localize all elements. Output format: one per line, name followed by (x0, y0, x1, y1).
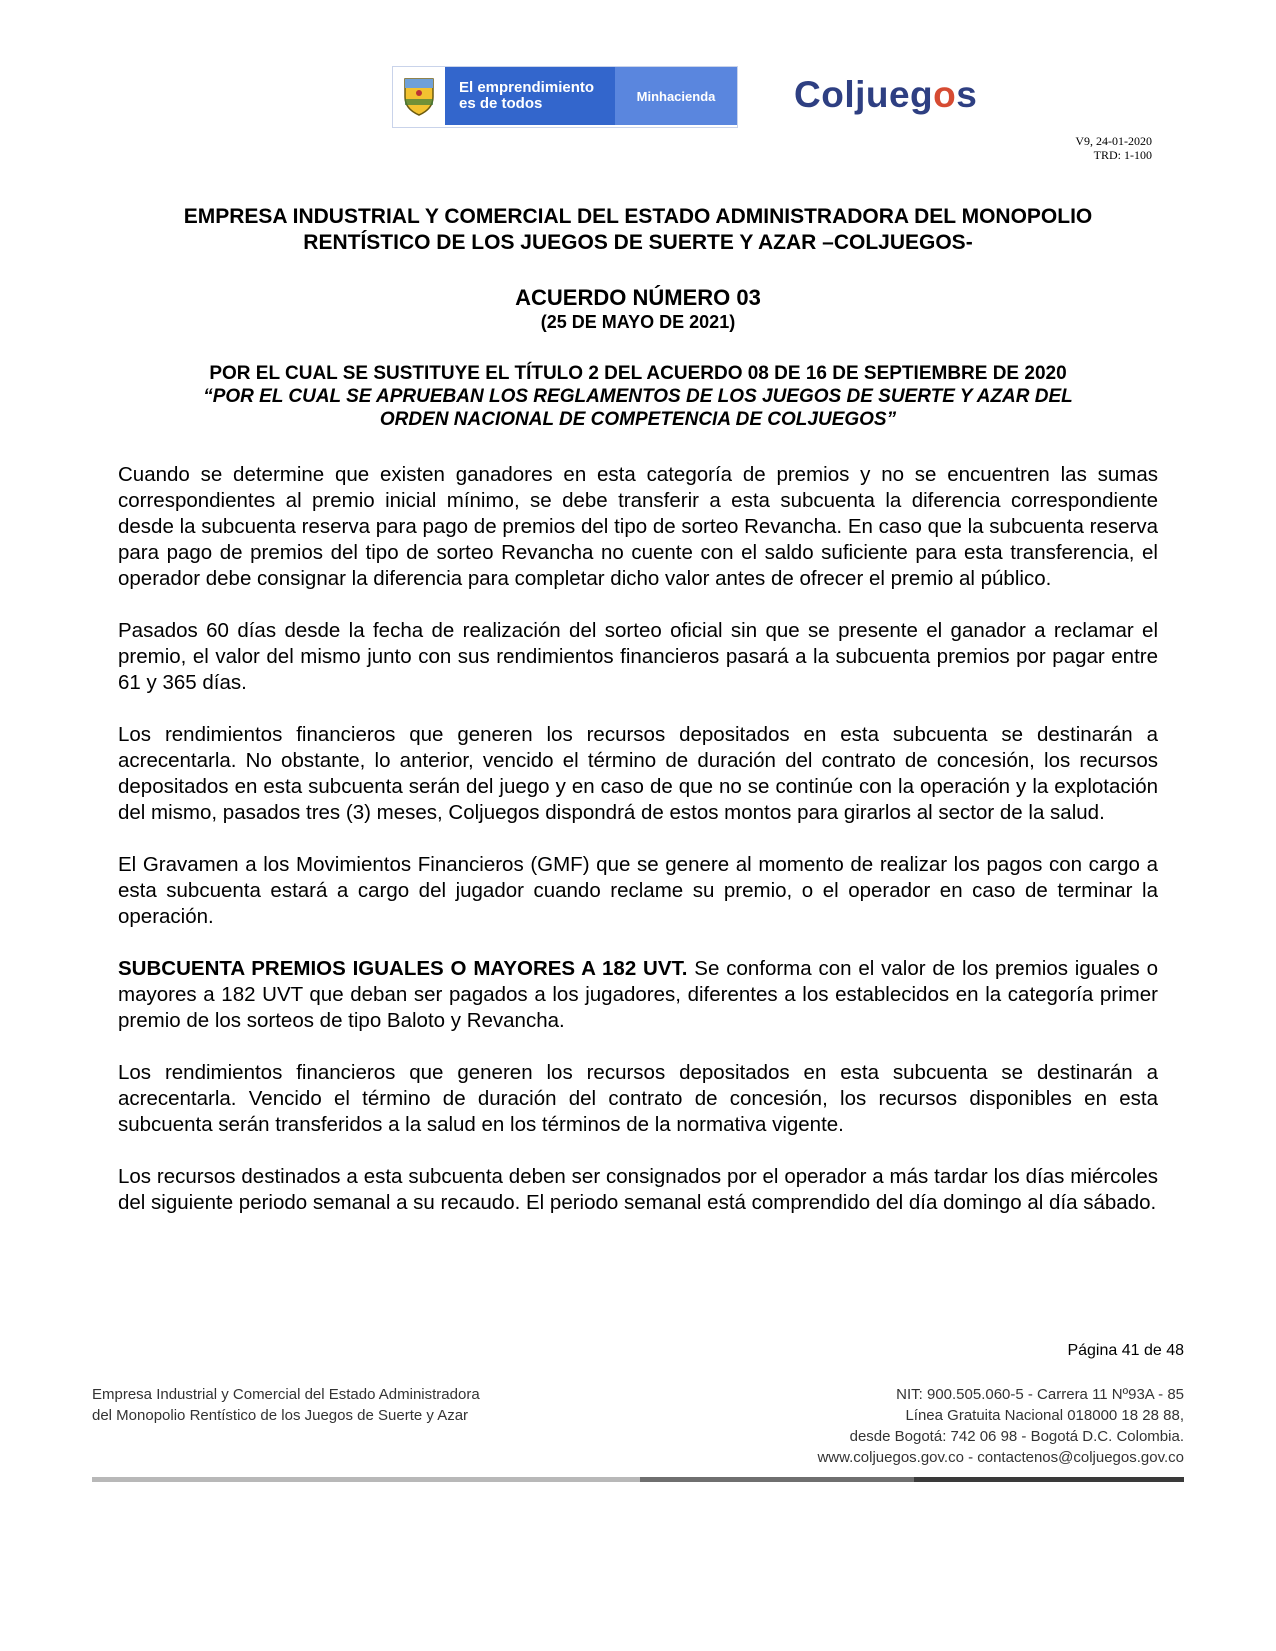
paragraph: El Gravamen a los Movimientos Financieros (GMF) que se genere al momento de realizar los pagos con cargo a esta subcuenta estará a cargo del jugador cuando reclame su premio, o el operador en caso de terminar la operación. (118, 853, 1158, 928)
paragraph: Pasados 60 días desde la fecha de realización del sorteo oficial sin que se presente el ganador a reclamar el premio, el valor del mismo junto con sus rendimientos financieros pasará a la subcuenta premios por pagar entre 61 y 365 días. (118, 619, 1158, 694)
paragraph (118, 956, 1158, 1034)
paragraph: Los recursos destinados a esta subcuenta deben ser consignados por el operador a más tardar los días miércoles del siguiente periodo semanal a su recaudo. El periodo semanal está comprendido del día domingo al día sábado. (118, 1165, 1158, 1214)
gov-slogan-line1: El emprendimiento (459, 79, 595, 96)
divider-segment (914, 1477, 1184, 1482)
header-logos (392, 66, 992, 128)
coljuegos-logo-pre: Coljueg (794, 74, 934, 115)
paragraph-text: Se conforma con el valor de los premios iguales o mayores a 182 UVT que deban ser pagados a los jugadores, diferentes a los establecidos en la categoría primer premio de los sorteos de tipo Baloto y Revancha. (118, 957, 1158, 1032)
subject-line2: “POR EL CUAL SE APRUEBAN LOS REGLAMENTOS DE LOS JUEGOS DE SUERTE Y AZAR DEL (203, 386, 1073, 407)
subject-line3: ORDEN NACIONAL DE COMPETENCIA DE COLJUEGOS” (379, 409, 897, 430)
subject-line1: POR EL CUAL SE SUSTITUYE EL TÍTULO 2 DEL ACUERDO 08 DE 16 DE SEPTIEMBRE DE 2020 (209, 363, 1067, 384)
footer-entity-line1: Empresa Industrial y Comercial del Estado Administradora (92, 1386, 480, 1403)
footer-entity-line2: del Monopolio Rentístico de los Juegos de Suerte y Azar (92, 1407, 469, 1424)
acuerdo-subject (118, 362, 1158, 431)
footer-bogota: desde Bogotá: 742 06 98 - Bogotá D.C. Colombia. (849, 1428, 1184, 1445)
footer-web-email: www.coljuegos.gov.co - contactenos@coljuegos.gov.co (817, 1449, 1184, 1466)
coljuegos-logo (794, 74, 977, 116)
footer-nit: NIT: 900.505.060-5 - Carrera 11 Nº93A - 85 (896, 1386, 1184, 1403)
government-logo (392, 66, 738, 128)
paragraph: Los rendimientos financieros que generen los recursos depositados en esta subcuenta se destinarán a acrecentarla. No obstante, lo anterior, vencido el término de duración del contrato de concesión, los recursos depositados en esta subcuenta serán del juego y en caso de que no se continúe con la operación y la explotación del mismo, pasados tres (3) meses, Coljuegos dispondrá de estos montos para girarlos al sector de la salud. (118, 723, 1158, 824)
ministry-label: Minhacienda (615, 67, 737, 125)
coljuegos-logo-post: s (956, 74, 978, 115)
acuerdo-date: (25 DE MAYO DE 2021) (540, 312, 736, 332)
colombia-seal-icon (393, 67, 445, 125)
divider-segment (92, 1477, 640, 1482)
subsection-heading: SUBCUENTA PREMIOS IGUALES O MAYORES A 182 UVT. (118, 957, 688, 980)
coljuegos-logo-o: o (933, 74, 957, 115)
version-info (1075, 134, 1152, 162)
paragraph: Cuando se determine que existen ganadores en esta categoría de premios y no se encuentren las sumas correspondientes al premio inicial mínimo, se debe transferir a esta subcuenta la diferencia correspondiente desde la subcuenta reserva para pago de premios del tipo de sorteo Revancha. En caso que la subcuenta reserva para pago de premios del tipo de sorteo Revancha no cuente con el saldo suficiente para esta transferencia, el operador debe consignar la diferencia para completar dicho valor antes de ofrecer el premio al público. (118, 463, 1158, 590)
entity-title (118, 204, 1158, 256)
entity-title-line2: RENTÍSTICO DE LOS JUEGOS DE SUERTE Y AZAR –COLJUEGOS- (303, 231, 973, 254)
entity-title-line1: EMPRESA INDUSTRIAL Y COMERCIAL DEL ESTADO ADMINISTRADORA DEL MONOPOLIO (183, 205, 1093, 228)
gov-slogan-line2: es de todos (459, 95, 543, 112)
footer-contact (817, 1384, 1184, 1468)
paragraph: Los rendimientos financieros que generen los recursos depositados en esta subcuenta se destinarán a acrecentarla. Vencido el término de duración del contrato de concesión, los recursos disponibles en esta subcuenta serán transferidos a la salud en los términos de la normativa vigente. (118, 1061, 1158, 1136)
footer-divider (92, 1477, 1184, 1482)
acuerdo-title: ACUERDO NÚMERO 03 (515, 285, 761, 310)
page-number: Página 41 de 48 (1067, 1342, 1184, 1359)
divider-segment (640, 1477, 914, 1482)
document-body (118, 462, 1158, 1242)
footer-phone: Línea Gratuita Nacional 018000 18 28 88, (905, 1407, 1184, 1424)
trd-line: TRD: 1-100 (1093, 148, 1152, 162)
footer-entity (92, 1384, 480, 1426)
gov-slogan (445, 67, 615, 125)
version-line: V9, 24-01-2020 (1075, 134, 1152, 148)
